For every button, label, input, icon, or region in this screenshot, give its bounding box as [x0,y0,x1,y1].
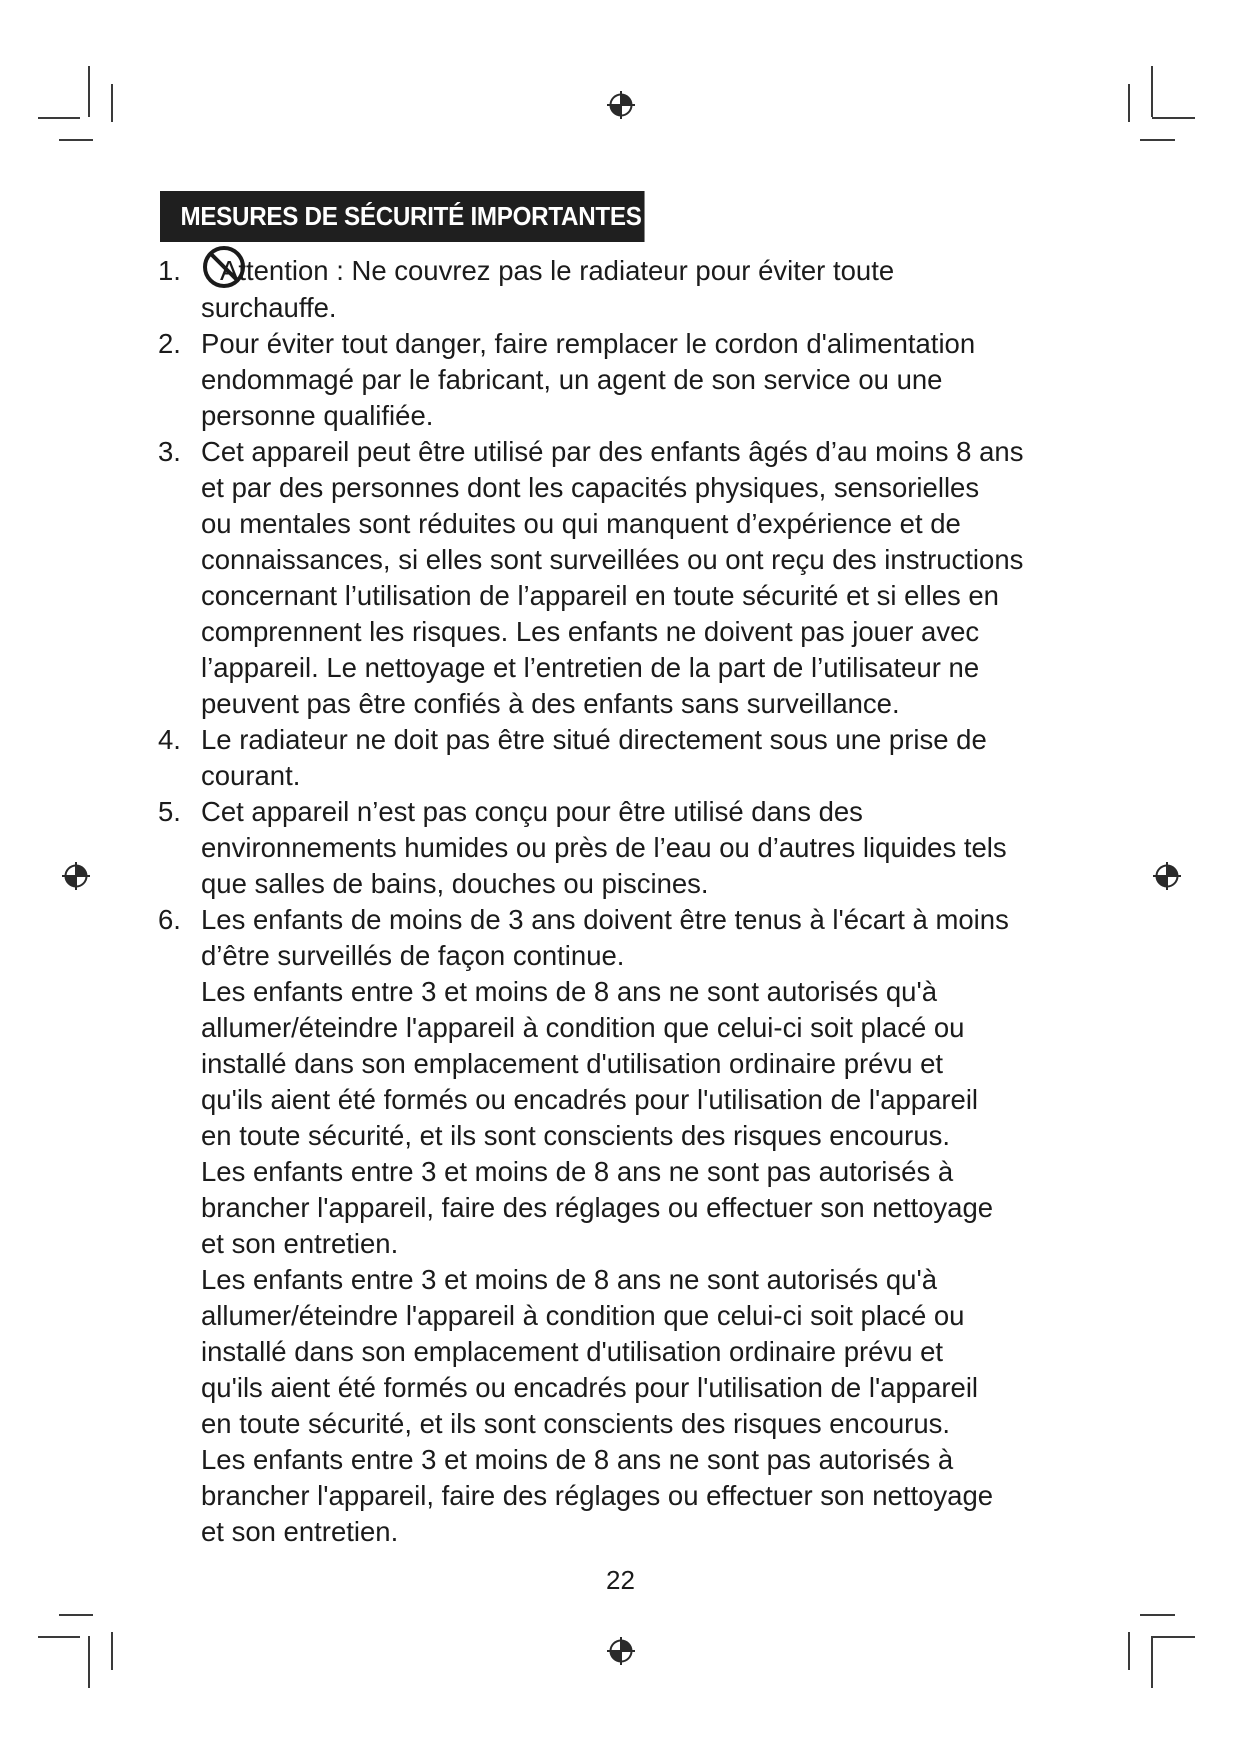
list-item-line: comprennent les risques. Les enfants ne doivent pas jouer avec [201,615,980,647]
list-item-number: 6. [158,903,181,935]
list-item-line: brancher l'appareil, faire des réglages ou effectuer son nettoyage [201,1479,994,1511]
list-item-line: qu'ils aient été formés ou encadrés pour l'utilisation de l'appareil [201,1371,979,1403]
list-item-line: personne qualifiée. [201,399,434,431]
list-item-line: en toute sécurité, et ils sont conscients des risques encourus. [201,1407,951,1439]
list-item-line: que salles de bains, douches ou piscines. [201,867,709,899]
list-item-line: brancher l'appareil, faire des réglages ou effectuer son nettoyage [201,1191,994,1223]
list-item-line: l’appareil. Le nettoyage et l’entretien de la part de l’utilisateur ne [201,651,980,683]
registration-target-icon [606,90,636,120]
list-item-line: en toute sécurité, et ils sont conscients des risques encourus. [201,1119,951,1151]
list-item-line: Cet appareil n’est pas conçu pour être utilisé dans des [201,795,863,827]
list-item-number: 3. [158,435,181,467]
registration-target-icon [1152,861,1182,891]
list-item-line: qu'ils aient été formés ou encadrés pour l'utilisation de l'appareil [201,1083,979,1115]
list-item-line: courant. [201,759,301,791]
list-item-line: Cet appareil peut être utilisé par des enfants âgés d’au moins 8 ans [201,435,1024,467]
list-item-text: Attention : Ne couvrez pas le radiateur pour éviter toute [220,255,895,286]
registration-target-icon [606,1636,636,1666]
list-item-line: surchauffe. [201,291,337,323]
list-item-number: 5. [158,795,181,827]
list-item-line [201,253,1098,290]
list-item-line: Les enfants entre 3 et moins de 8 ans ne sont pas autorisés à [201,1155,954,1187]
list-item-number: 2. [158,327,181,359]
list-item-line: Les enfants entre 3 et moins de 8 ans ne sont autorisés qu'à [201,975,938,1007]
list-item-line: ou mentales sont réduites ou qui manquent d’expérience et de [201,507,961,539]
list-item [158,326,1098,434]
list-item-line: connaissances, si elles sont surveillées ou ont reçu des instructions [201,543,1024,575]
list-item-line: installé dans son emplacement d'utilisation ordinaire prévu et [201,1335,944,1367]
list-item [158,253,1098,326]
list-item-number: 1. [158,255,181,286]
list-item-line: Pour éviter tout danger, faire remplacer le cordon d'alimentation [201,327,976,359]
list-item-line: et son entretien. [201,1515,399,1547]
page-number: 22 [606,1565,635,1595]
list-item-line: endommagé par le fabricant, un agent de son service ou une [201,363,943,395]
list-item [158,434,1098,722]
section-title: MESURES DE SÉCURITÉ IMPORTANTES [160,191,645,242]
list-item-line: et par des personnes dont les capacités physiques, sensorielles [201,471,980,503]
list-item-line: concernant l’utilisation de l’appareil en toute sécurité et si elles en [201,579,999,611]
list-item-line: d’être surveillés de façon continue. [201,939,625,971]
list-item-line: Les enfants entre 3 et moins de 8 ans ne sont pas autorisés à [201,1443,954,1475]
list-item [158,794,1098,902]
registration-target-icon [61,861,91,891]
list-item-line: environnements humides ou près de l’eau ou d’autres liquides tels [201,831,1007,863]
list-item-line: Le radiateur ne doit pas être situé directement sous une prise de [201,723,987,755]
list-item-line: installé dans son emplacement d'utilisation ordinaire prévu et [201,1047,944,1079]
list-item-line: peuvent pas être confiés à des enfants sans surveillance. [201,687,900,719]
list-item-number: 4. [158,723,181,755]
list-item-line: Les enfants entre 3 et moins de 8 ans ne sont autorisés qu'à [201,1263,938,1295]
list-item [158,902,1098,1550]
list-item-line: allumer/éteindre l'appareil à condition que celui-ci soit placé ou [201,1299,965,1331]
prohibition-icon [201,244,247,290]
list-item [158,722,1098,794]
list-item-line: Les enfants de moins de 3 ans doivent être tenus à l'écart à moins [201,903,1009,935]
list-item-line: allumer/éteindre l'appareil à condition que celui-ci soit placé ou [201,1011,965,1043]
safety-instructions-list [158,253,1098,1550]
list-item-line: et son entretien. [201,1227,399,1259]
